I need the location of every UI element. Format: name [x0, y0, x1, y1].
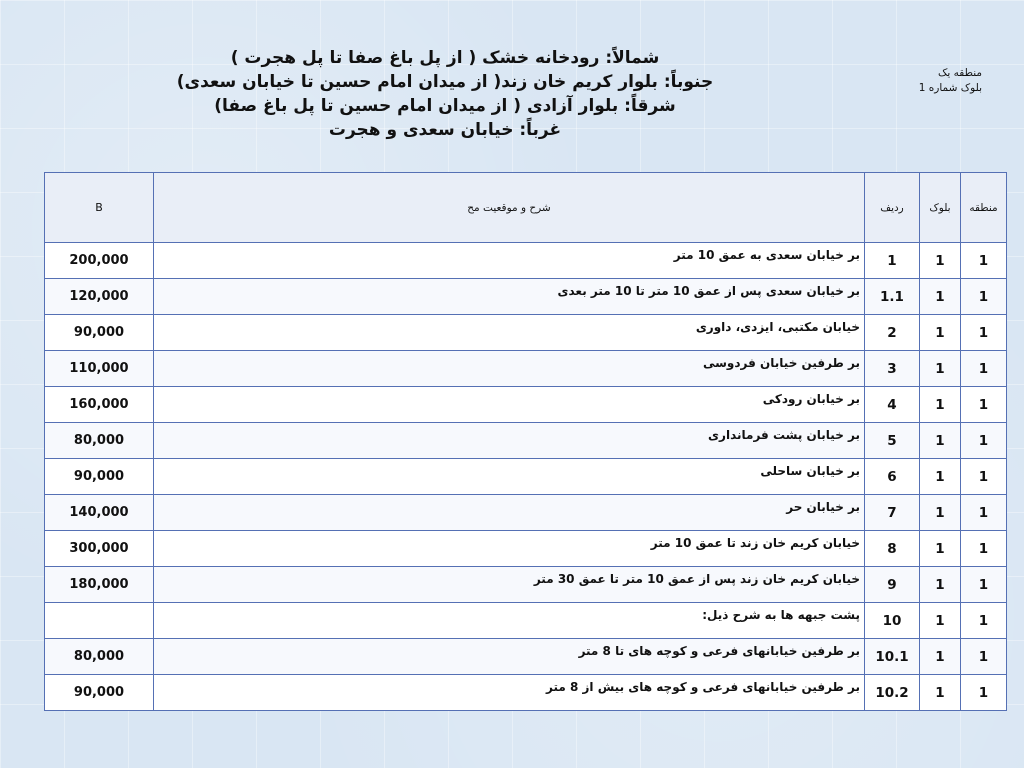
- boundary-north: شمالاً: رودخانه خشک ( از پل باغ صفا تا پل هجرت ): [230, 48, 660, 68]
- cell-price: 200,000: [45, 243, 154, 279]
- cell-zone: 1: [961, 243, 1007, 279]
- cell-description-text: خیابان کریم خان زند تا عمق 10 متر: [650, 535, 860, 550]
- cell-description-text: بر خیابان حر: [786, 499, 860, 514]
- cell-zone: 1: [961, 603, 1007, 639]
- col-header-desc: شرح و موقعیت مح: [154, 173, 865, 243]
- cell-block: 1: [920, 315, 961, 351]
- table-row: [45, 423, 1007, 459]
- table-row: [45, 603, 1007, 639]
- cell-price: 90,000: [45, 675, 154, 711]
- cell-block: 1: [920, 243, 961, 279]
- cell-description-text: بر خیابان ساحلی: [760, 463, 860, 478]
- cell-description: [154, 675, 865, 711]
- region-block: بلوک شماره 1: [918, 82, 982, 94]
- cell-row-number: 4: [865, 387, 920, 423]
- cell-description: [154, 567, 865, 603]
- cell-row-number: 9: [865, 567, 920, 603]
- cell-description: [154, 531, 865, 567]
- cell-zone: 1: [961, 567, 1007, 603]
- table-row: [45, 459, 1007, 495]
- cell-block: 1: [920, 639, 961, 675]
- table-row: [45, 243, 1007, 279]
- cell-description: [154, 495, 865, 531]
- cell-description: [154, 459, 865, 495]
- cell-block: 1: [920, 387, 961, 423]
- boundaries-header: [150, 46, 740, 142]
- cell-description-text: خیابان کریم خان زند پس از عمق 10 متر تا عمق 30 متر: [533, 571, 860, 586]
- cell-zone: 1: [961, 675, 1007, 711]
- cell-description: [154, 423, 865, 459]
- table-row: [45, 675, 1007, 711]
- cell-zone: 1: [961, 423, 1007, 459]
- cell-zone: 1: [961, 639, 1007, 675]
- cell-block: 1: [920, 351, 961, 387]
- cell-row-number: 6: [865, 459, 920, 495]
- cell-description-text: بر خیابان رودکی: [762, 391, 860, 406]
- cell-price: 90,000: [45, 315, 154, 351]
- cell-block: 1: [920, 603, 961, 639]
- cell-description: [154, 279, 865, 315]
- cell-block: 1: [920, 279, 961, 315]
- table-row: [45, 567, 1007, 603]
- cell-price: 180,000: [45, 567, 154, 603]
- cell-price: 80,000: [45, 423, 154, 459]
- boundary-south: جنوباً: بلوار کریم خان زند( از میدان امام حسین تا خیابان سعدی): [176, 72, 714, 92]
- cell-row-number: 10: [865, 603, 920, 639]
- cell-description: [154, 315, 865, 351]
- table-row: [45, 495, 1007, 531]
- cell-zone: 1: [961, 315, 1007, 351]
- col-header-row: ردیف: [865, 173, 920, 243]
- boundary-west: غرباً: خیابان سعدی و هجرت: [328, 120, 562, 140]
- table-row: [45, 351, 1007, 387]
- table-row: [45, 279, 1007, 315]
- cell-row-number: 10.2: [865, 675, 920, 711]
- cell-zone: 1: [961, 531, 1007, 567]
- cell-price: 120,000: [45, 279, 154, 315]
- cell-description: [154, 351, 865, 387]
- cell-row-number: 2: [865, 315, 920, 351]
- col-header-zone: منطقه: [961, 173, 1007, 243]
- cell-block: 1: [920, 423, 961, 459]
- cell-price: 110,000: [45, 351, 154, 387]
- cell-block: 1: [920, 675, 961, 711]
- cell-price: [45, 603, 154, 639]
- cell-row-number: 1.1: [865, 279, 920, 315]
- price-table: [44, 172, 1007, 711]
- table-row: [45, 387, 1007, 423]
- cell-price: 140,000: [45, 495, 154, 531]
- cell-description-text: بر طرفین خیابانهای فرعی و کوچه های تا 8 متر: [578, 643, 860, 658]
- table-row: [45, 315, 1007, 351]
- cell-row-number: 3: [865, 351, 920, 387]
- col-header-price: B: [45, 173, 154, 243]
- cell-description: [154, 387, 865, 423]
- cell-description-text: بر طرفین خیابان فردوسی: [702, 355, 860, 370]
- cell-block: 1: [920, 459, 961, 495]
- cell-price: 90,000: [45, 459, 154, 495]
- col-header-block: بلوک: [920, 173, 961, 243]
- cell-price: 300,000: [45, 531, 154, 567]
- cell-row-number: 5: [865, 423, 920, 459]
- cell-description-text: بر طرفین خیابانهای فرعی و کوچه های بیش از 8 متر: [546, 679, 860, 694]
- cell-description: [154, 603, 865, 639]
- cell-description-text: بر خیابان سعدی به عمق 10 متر: [673, 247, 860, 262]
- cell-zone: 1: [961, 279, 1007, 315]
- cell-zone: 1: [961, 459, 1007, 495]
- cell-block: 1: [920, 531, 961, 567]
- table-header-row: [45, 173, 1007, 243]
- cell-zone: 1: [961, 495, 1007, 531]
- cell-row-number: 8: [865, 531, 920, 567]
- cell-row-number: 10.1: [865, 639, 920, 675]
- cell-description-text: خیابان مکتبی، ایزدی، داوری: [695, 319, 860, 334]
- cell-row-number: 7: [865, 495, 920, 531]
- region-label: [900, 66, 982, 96]
- cell-description-text: بر خیابان پشت فرمانداری: [708, 427, 860, 442]
- boundary-east: شرقاً: بلوار آزادی ( از میدان امام حسین تا پل باغ صفا): [214, 96, 676, 116]
- cell-description: [154, 639, 865, 675]
- cell-description-text: پشت جبهه ها به شرح ذیل:: [702, 607, 860, 622]
- cell-block: 1: [920, 495, 961, 531]
- cell-row-number: 1: [865, 243, 920, 279]
- cell-zone: 1: [961, 351, 1007, 387]
- cell-zone: 1: [961, 387, 1007, 423]
- cell-price: 80,000: [45, 639, 154, 675]
- cell-block: 1: [920, 567, 961, 603]
- cell-description-text: بر خیابان سعدی پس از عمق 10 متر تا 10 متر بعدی: [557, 283, 860, 298]
- cell-price: 160,000: [45, 387, 154, 423]
- table-row: [45, 531, 1007, 567]
- table-row: [45, 639, 1007, 675]
- region-zone: منطقه یک: [937, 67, 982, 79]
- cell-description: [154, 243, 865, 279]
